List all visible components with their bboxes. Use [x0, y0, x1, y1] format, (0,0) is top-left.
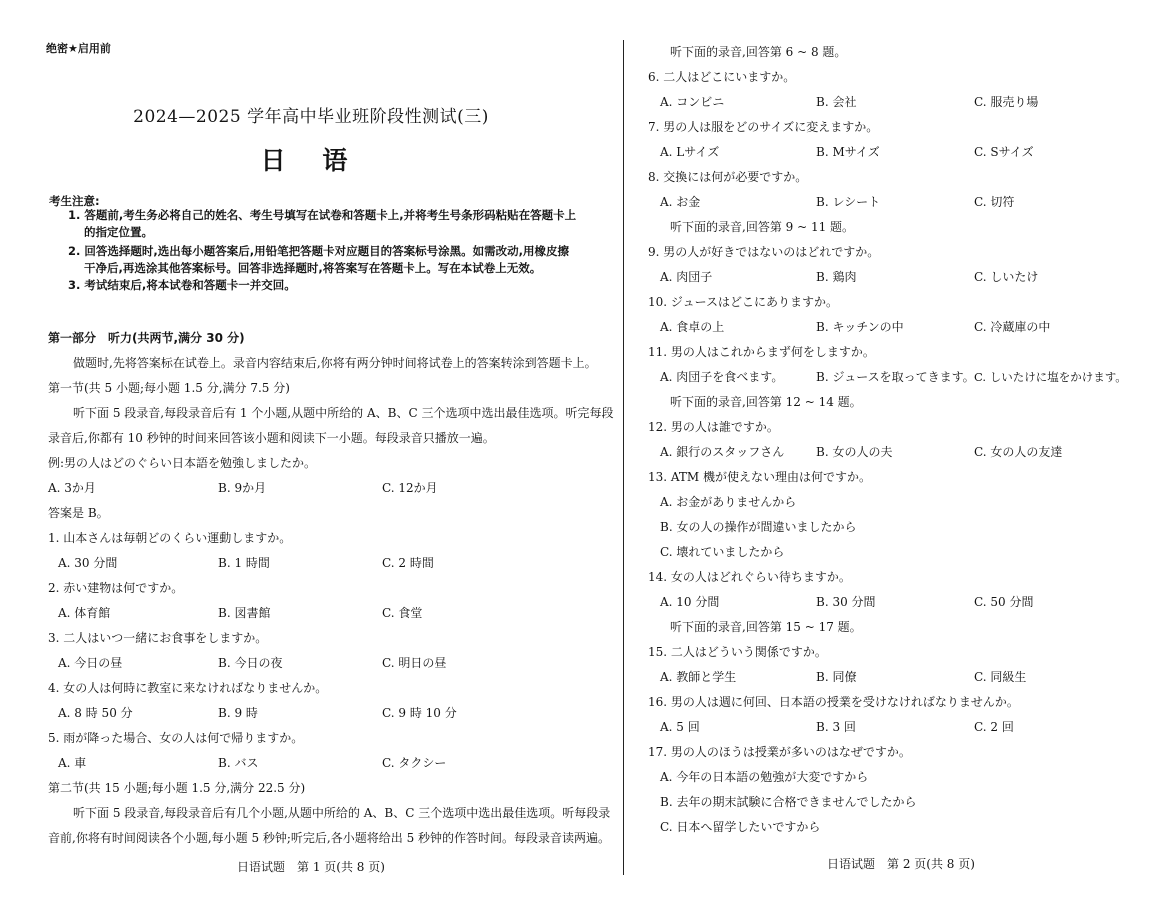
- option-a: A. 5 回: [660, 720, 700, 734]
- question-text: 4. 女の人は何時に教室に来なければなりませんか。: [48, 681, 328, 695]
- option-b: B. 30 分間: [816, 595, 876, 609]
- option-c: C. 同級生: [974, 670, 1027, 684]
- option-c: C. 2 時間: [382, 556, 434, 570]
- listen-instruction: 听下面的录音,回答第 12 ~ 14 题。: [670, 395, 862, 409]
- option-c: C. タクシー: [382, 756, 447, 770]
- section2-heading: 第二节(共 15 小题;每小题 1.5 分,满分 22.5 分): [48, 781, 306, 795]
- question-text: 7. 男の人は服をどのサイズに変えますか。: [648, 120, 879, 134]
- option-b: B. 3 回: [816, 720, 856, 734]
- option-c: C. 9 時 10 分: [382, 706, 457, 720]
- exam-title: 2024—2025 学年高中毕业班阶段性测试(三): [133, 107, 489, 127]
- option-a: A. 銀行のスタッフさん: [660, 445, 785, 459]
- option-c: C. 2 回: [974, 720, 1014, 734]
- question-text: 1. 山本さんは毎朝どのくらい運動しますか。: [48, 531, 292, 545]
- option-a: A. 肉団子を食べます。: [660, 370, 784, 384]
- option-a: A. お金: [660, 195, 701, 209]
- question-text: 12. 男の人は誰ですか。: [648, 420, 779, 434]
- option-a: A. 体育館: [58, 606, 111, 620]
- page-footer: 日语试题 第 2 页(共 8 页): [827, 857, 975, 871]
- question-text: 2. 赤い建物は何ですか。: [48, 581, 184, 595]
- option-a: A. 10 分間: [660, 595, 720, 609]
- option-b: B. 鶏肉: [816, 270, 857, 284]
- option-c: C. 50 分間: [974, 595, 1034, 609]
- option-c: C. 壊れていましたから: [660, 545, 785, 559]
- question-text: 15. 二人はどういう関係ですか。: [648, 645, 827, 659]
- option-c: C. 切符: [974, 195, 1015, 209]
- notice-item: 1. 答题前,考生务必将自己的姓名、考生号填写在试卷和答题卡上,并将考生号条形码粘贴在答题卡上: [68, 208, 577, 222]
- option-b: B. 9 時: [218, 706, 258, 720]
- notice-heading: 考生注意:: [49, 194, 100, 208]
- question-text: 16. 男の人は週に何回、日本語の授業を受けなければなりませんか。: [648, 695, 1019, 709]
- option-a: A. お金がありませんから: [660, 495, 797, 509]
- notice-item: 干净后,再选涂其他答案标号。回答非选择题时,将答案写在答题卡上。写在本试卷上无效。: [84, 261, 542, 275]
- option-b: B. 1 時間: [218, 556, 270, 570]
- question-text: 5. 雨が降った場合、女の人は何で帰りますか。: [48, 731, 304, 745]
- option-a: A. 8 時 50 分: [58, 706, 133, 720]
- secret-mark: 绝密★启用前: [46, 42, 111, 55]
- listen-instruction: 听下面的录音,回答第 6 ~ 8 题。: [670, 45, 847, 59]
- option-b: B. キッチンの中: [816, 320, 904, 334]
- question-text: 11. 男の人はこれからまず何をしますか。: [648, 345, 875, 359]
- part1-intro: 做题时,先将答案标在试卷上。录音内容结束后,你将有两分钟时间将试卷上的答案转涂到答题卡上。: [73, 356, 597, 370]
- option-b: B. 女の人の夫: [816, 445, 893, 459]
- section1-intro-line2: 录音后,你都有 10 秒钟的时间来回答该小题和阅读下一小题。每段录音只播放一遍。: [48, 431, 495, 445]
- question-text: 3. 二人はいつ一緒にお食事をしますか。: [48, 631, 268, 645]
- section1-intro-line1: 听下面 5 段录音,每段录音后有 1 个小题,从题中所给的 A、B、C 三个选项中选出最佳选项。听完每段: [73, 406, 614, 420]
- section2-intro-line2: 音前,你将有时间阅读各个小题,每小题 5 秒钟;听完后,各小题将给出 5 秒钟的作答时间。每段录音读两遍。: [48, 831, 611, 845]
- example-option-b: B. 9か月: [218, 481, 267, 495]
- example-option-a: A. 3か月: [48, 481, 96, 495]
- option-a: A. 今年の日本語の勉強が大変ですから: [660, 770, 869, 784]
- page-divider: [623, 40, 624, 875]
- listen-instruction: 听下面的录音,回答第 15 ~ 17 题。: [670, 620, 862, 634]
- option-b: B. 去年の期末試験に合格できませんでしたから: [660, 795, 917, 809]
- question-text: 17. 男の人のほうは授業が多いのはなぜですか。: [648, 745, 911, 759]
- option-b: B. Mサイズ: [816, 145, 880, 159]
- option-b: B. ジュースを取ってきます。: [816, 370, 975, 384]
- question-text: 10. ジュースはどこにありますか。: [648, 295, 839, 309]
- option-a: A. 食卓の上: [660, 320, 725, 334]
- option-c: C. 日本へ留学したいですから: [660, 820, 821, 834]
- example-answer: 答案是 B。: [48, 506, 109, 520]
- option-a: A. Lサイズ: [660, 145, 720, 159]
- page-footer: 日语试题 第 1 页(共 8 页): [237, 860, 385, 874]
- example-option-c: C. 12か月: [382, 481, 438, 495]
- option-b: B. 今日の夜: [218, 656, 283, 670]
- option-a: A. 今日の昼: [58, 656, 123, 670]
- option-c: C. しいたけに塩をかけます。: [974, 370, 1127, 384]
- option-b: B. 会社: [816, 95, 857, 109]
- option-b: B. 図書館: [218, 606, 271, 620]
- option-b: B. 同僚: [816, 670, 857, 684]
- question-text: 6. 二人はどこにいますか。: [648, 70, 796, 84]
- question-text: 13. ATM 機が使えない理由は何ですか。: [648, 470, 872, 484]
- option-a: A. 30 分間: [58, 556, 118, 570]
- part1-heading: 第一部分 听力(共两节,满分 30 分): [48, 331, 245, 345]
- option-b: B. レシート: [816, 195, 881, 209]
- question-text: 14. 女の人はどれぐらい待ちますか。: [648, 570, 851, 584]
- option-c: C. 服売り場: [974, 95, 1039, 109]
- question-text: 8. 交換には何が必要ですか。: [648, 170, 808, 184]
- option-b: B. バス: [218, 756, 259, 770]
- option-a: A. コンビニ: [660, 95, 725, 109]
- subject-title: 日 语: [260, 146, 362, 175]
- notice-item: 2. 回答选择题时,选出每小题答案后,用铅笔把答题卡对应题目的答案标号涂黑。如需改动,用橡皮擦: [68, 244, 569, 258]
- option-c: C. 食堂: [382, 606, 423, 620]
- option-c: C. しいたけ: [974, 270, 1039, 284]
- notice-item: 的指定位置。: [84, 225, 153, 239]
- option-a: A. 肉団子: [660, 270, 713, 284]
- example-question: 例:男の人はどのぐらい日本語を勉強しましたか。: [48, 456, 317, 470]
- option-c: C. Sサイズ: [974, 145, 1034, 159]
- notice-item: 3. 考试结束后,将本试卷和答题卡一并交回。: [68, 278, 296, 292]
- question-text: 9. 男の人が好きではないのはどれですか。: [648, 245, 880, 259]
- exam-page-2: [628, 0, 1174, 900]
- section1-heading: 第一节(共 5 小题;每小题 1.5 分,满分 7.5 分): [48, 381, 290, 395]
- option-a: A. 教師と学生: [660, 670, 737, 684]
- option-b: B. 女の人の操作が間違いましたから: [660, 520, 857, 534]
- option-a: A. 車: [58, 756, 87, 770]
- option-c: C. 女の人の友達: [974, 445, 1063, 459]
- section2-intro-line1: 听下面 5 段录音,每段录音后有几个小题,从题中所给的 A、B、C 三个选项中选出最佳选项。听每段录: [73, 806, 611, 820]
- option-c: C. 冷蔵庫の中: [974, 320, 1051, 334]
- option-c: C. 明日の昼: [382, 656, 447, 670]
- listen-instruction: 听下面的录音,回答第 9 ~ 11 题。: [670, 220, 855, 234]
